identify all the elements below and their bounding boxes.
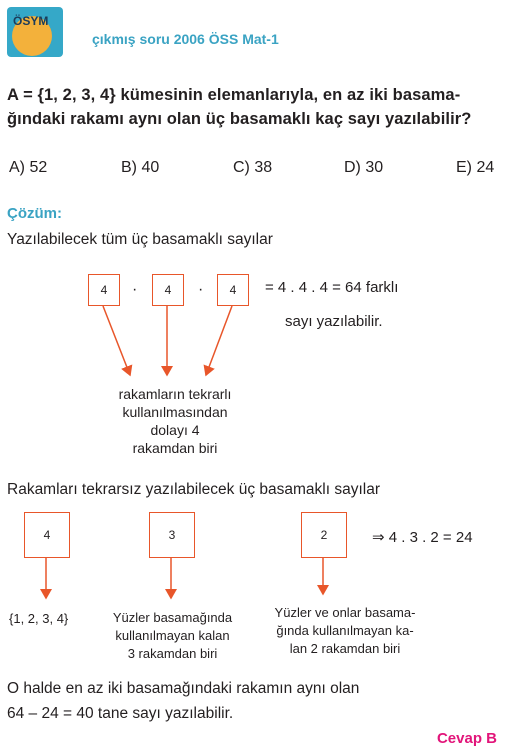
part1-note-line: rakamdan biri xyxy=(132,440,218,456)
option-d: D) 30 xyxy=(344,159,384,176)
osym-logo xyxy=(7,7,63,57)
part1-arrow-left xyxy=(103,306,130,375)
part1-note xyxy=(100,385,250,457)
part2-note-set: {1, 2, 3, 4} xyxy=(9,611,69,626)
logo-text: ÖSYM xyxy=(13,14,49,28)
question-line-2: ğındaki rakamı aynı olan üç basamaklı kaç sayı yazılabilir? xyxy=(7,110,472,128)
part1-note-line: rakamların tekrarlı xyxy=(118,386,232,402)
part1-dot-1: · xyxy=(132,281,138,298)
part2-box-hundreds: 4 xyxy=(24,512,70,558)
part1-result-line-1: = 4 . 4 . 4 = 64 farklı xyxy=(265,279,399,296)
option-a: A) 52 xyxy=(9,159,48,176)
part1-note-line: kullanılmasından xyxy=(122,404,228,420)
conclusion-line-1: O halde en az iki basamağındaki rakamın aynı olan xyxy=(7,680,360,697)
part2-box-tens: 3 xyxy=(149,512,195,558)
part2-note-tens xyxy=(260,604,430,658)
part1-result-line-2: sayı yazılabilir. xyxy=(285,313,383,330)
part1-note-line: dolayı 4 xyxy=(150,422,200,438)
part1-dot-2: · xyxy=(198,281,204,298)
answer-label: Cevap B xyxy=(436,730,497,747)
question-line-1: A = {1, 2, 3, 4} kümesinin elemanlarıyla, en az iki basama- xyxy=(7,86,461,104)
part2-result: ⇒ 4 . 3 . 2 = 24 xyxy=(372,529,473,546)
part2-heading: Rakamları tekrarsız yazılabilecek üç basamaklı sayılar xyxy=(7,481,380,498)
part1-arrow-right xyxy=(206,306,232,375)
option-b: B) 40 xyxy=(121,159,160,176)
part2-note-line: Yüzler ve onlar basama- xyxy=(274,605,416,620)
option-e: E) 24 xyxy=(456,159,495,176)
solution-title: Çözüm: xyxy=(7,205,62,222)
part2-note-line: ğında kullanılmayan ka- xyxy=(276,623,414,638)
part2-note-hundreds xyxy=(100,609,245,663)
part2-note-line: 3 rakamdan biri xyxy=(127,646,218,661)
part1-box-hundreds: 4 xyxy=(88,274,120,306)
part2-box-units: 2 xyxy=(301,512,347,558)
part1-box-units: 4 xyxy=(217,274,249,306)
conclusion-line-2: 64 – 24 = 40 tane sayı yazılabilir. xyxy=(7,705,234,722)
header-title: çıkmış soru 2006 ÖSS Mat-1 xyxy=(92,31,279,47)
part2-note-line: lan 2 rakamdan biri xyxy=(289,641,401,656)
part2-note-line: Yüzler basamağında xyxy=(112,610,233,625)
option-c: C) 38 xyxy=(233,159,273,176)
part1-heading: Yazılabilecek tüm üç basamaklı sayılar xyxy=(7,231,273,248)
part1-box-tens: 4 xyxy=(152,274,184,306)
part2-note-line: kullanılmayan kalan xyxy=(115,628,230,643)
